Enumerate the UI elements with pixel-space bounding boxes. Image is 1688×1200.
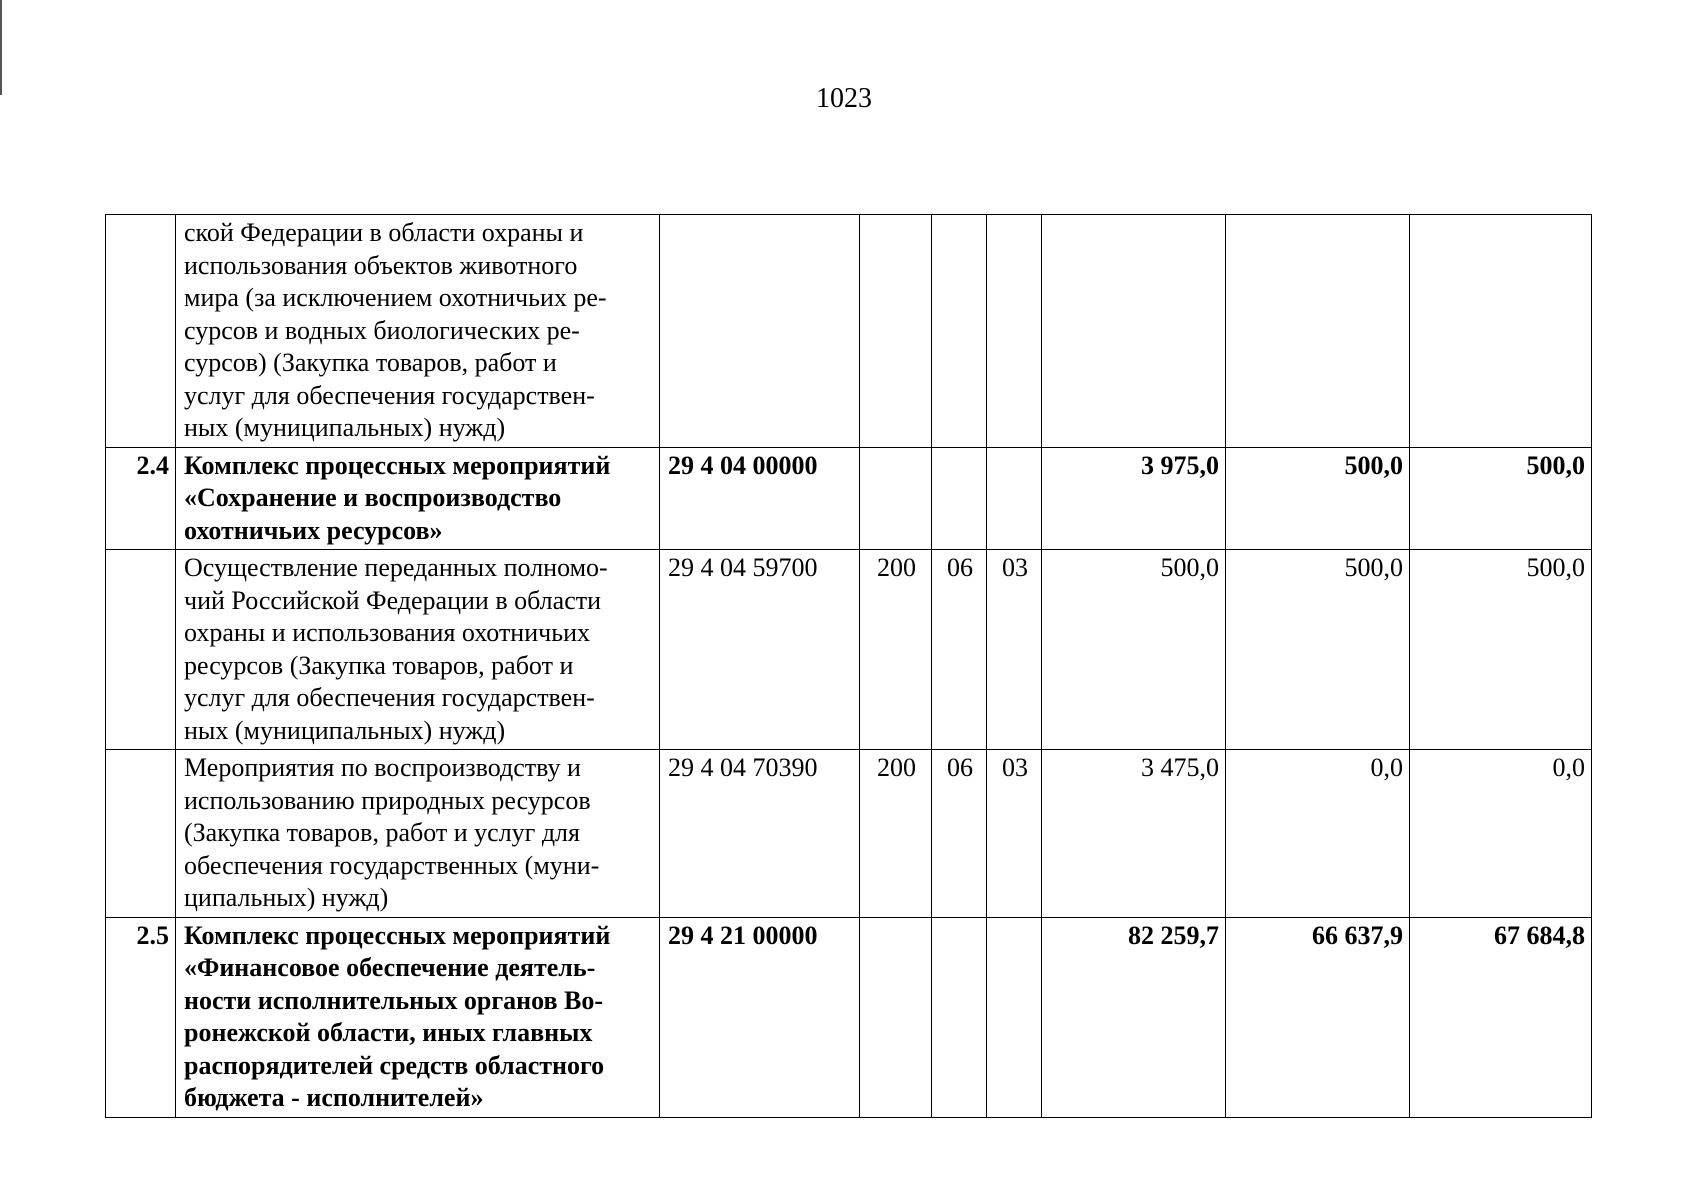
description-line: (Закупка товаров, работ и услуг для <box>184 818 580 847</box>
table-row <box>106 917 1592 1117</box>
table-body <box>106 215 1592 1118</box>
table-row <box>106 215 1592 448</box>
row-number-cell <box>106 215 176 448</box>
table-row <box>106 750 1592 918</box>
amount-2-cell: 500,0 <box>1226 550 1410 750</box>
amount-1-cell: 500,0 <box>1042 550 1226 750</box>
amount-2-cell <box>1226 215 1410 448</box>
description-line: сурсов) (Закупка товаров, работ и <box>184 348 557 377</box>
description-line: ресурсов (Закупка товаров, работ и <box>184 650 574 680</box>
description-line: «Сохранение и воспроизводство <box>184 483 562 512</box>
expense-type-cell <box>860 917 932 1117</box>
description-line: чий Российской Федерации в области <box>184 585 602 615</box>
description-line: ных (муниципальных) нужд) <box>184 715 506 745</box>
description-line: ципальных) нужд) <box>184 883 389 912</box>
amount-2-cell: 66 637,9 <box>1226 917 1410 1117</box>
target-code-cell: 29 4 21 00000 <box>660 917 860 1117</box>
description-cell <box>176 750 660 918</box>
amount-1-cell: 3 475,0 <box>1042 750 1226 918</box>
target-code-cell: 29 4 04 59700 <box>660 550 860 750</box>
expense-type-cell: 200 <box>860 750 932 918</box>
description-line: охотничьих ресурсов» <box>184 515 443 545</box>
description-line: «Финансовое обеспечение деятель- <box>184 953 596 982</box>
section-cell <box>932 917 987 1117</box>
description-line: ности исполнительных органов Во- <box>184 985 604 1015</box>
expense-type-cell: 200 <box>860 550 932 750</box>
row-number-cell: 2.5 <box>106 917 176 1117</box>
description-line: ных (муниципальных) нужд) <box>184 413 506 442</box>
target-code-cell: 29 4 04 00000 <box>660 447 860 550</box>
amount-1-cell <box>1042 215 1226 448</box>
amount-3-cell: 0,0 <box>1410 750 1592 918</box>
row-number-cell: 2.4 <box>106 447 176 550</box>
description-line: использованию природных ресурсов <box>184 785 591 815</box>
description-line: ронежской области, иных главных <box>184 1018 593 1047</box>
description-line: услуг для обеспечения государствен- <box>184 683 595 712</box>
budget-table <box>105 214 1592 1118</box>
description-cell <box>176 917 660 1117</box>
expense-type-cell <box>860 215 932 448</box>
description-line: обеспечения государственных (муни- <box>184 850 600 880</box>
amount-3-cell <box>1410 215 1592 448</box>
table-row <box>106 550 1592 750</box>
description-line: услуг для обеспечения государствен- <box>184 380 595 410</box>
table-row <box>106 447 1592 550</box>
target-code-cell <box>660 215 860 448</box>
description-line: Мероприятия по воспроизводству и <box>184 753 581 782</box>
section-cell: 06 <box>932 750 987 918</box>
description-line: сурсов и водных биологических ре- <box>184 315 580 345</box>
amount-3-cell: 67 684,8 <box>1410 917 1592 1117</box>
section-cell <box>932 447 987 550</box>
target-code-cell: 29 4 04 70390 <box>660 750 860 918</box>
scan-edge-mark <box>0 0 2 95</box>
amount-1-cell: 3 975,0 <box>1042 447 1226 550</box>
amount-2-cell: 500,0 <box>1226 447 1410 550</box>
description-line: мира (за исключением охотничьих ре- <box>184 283 607 312</box>
page-number: 1023 <box>816 83 872 114</box>
subsection-cell <box>987 917 1042 1117</box>
row-number-cell <box>106 550 176 750</box>
description-line: использования объектов животного <box>184 250 578 280</box>
row-number-cell <box>106 750 176 918</box>
subsection-cell <box>987 447 1042 550</box>
amount-1-cell: 82 259,7 <box>1042 917 1226 1117</box>
amount-3-cell: 500,0 <box>1410 550 1592 750</box>
description-line: бюджета - исполнителей» <box>184 1083 484 1112</box>
description-line: Комплекс процессных мероприятий <box>184 920 611 950</box>
description-cell <box>176 550 660 750</box>
subsection-cell: 03 <box>987 750 1042 918</box>
amount-3-cell: 500,0 <box>1410 447 1592 550</box>
description-line: распорядителей средств областного <box>184 1050 605 1080</box>
section-cell <box>932 215 987 448</box>
description-line: охраны и использования охотничьих <box>184 618 590 647</box>
description-line: ской Федерации в области охраны и <box>184 218 584 247</box>
section-cell: 06 <box>932 550 987 750</box>
description-line: Осуществление переданных полномо- <box>184 553 608 582</box>
description-line: Комплекс процессных мероприятий <box>184 450 611 480</box>
description-cell <box>176 215 660 448</box>
expense-type-cell <box>860 447 932 550</box>
subsection-cell: 03 <box>987 550 1042 750</box>
subsection-cell <box>987 215 1042 448</box>
description-cell <box>176 447 660 550</box>
amount-2-cell: 0,0 <box>1226 750 1410 918</box>
